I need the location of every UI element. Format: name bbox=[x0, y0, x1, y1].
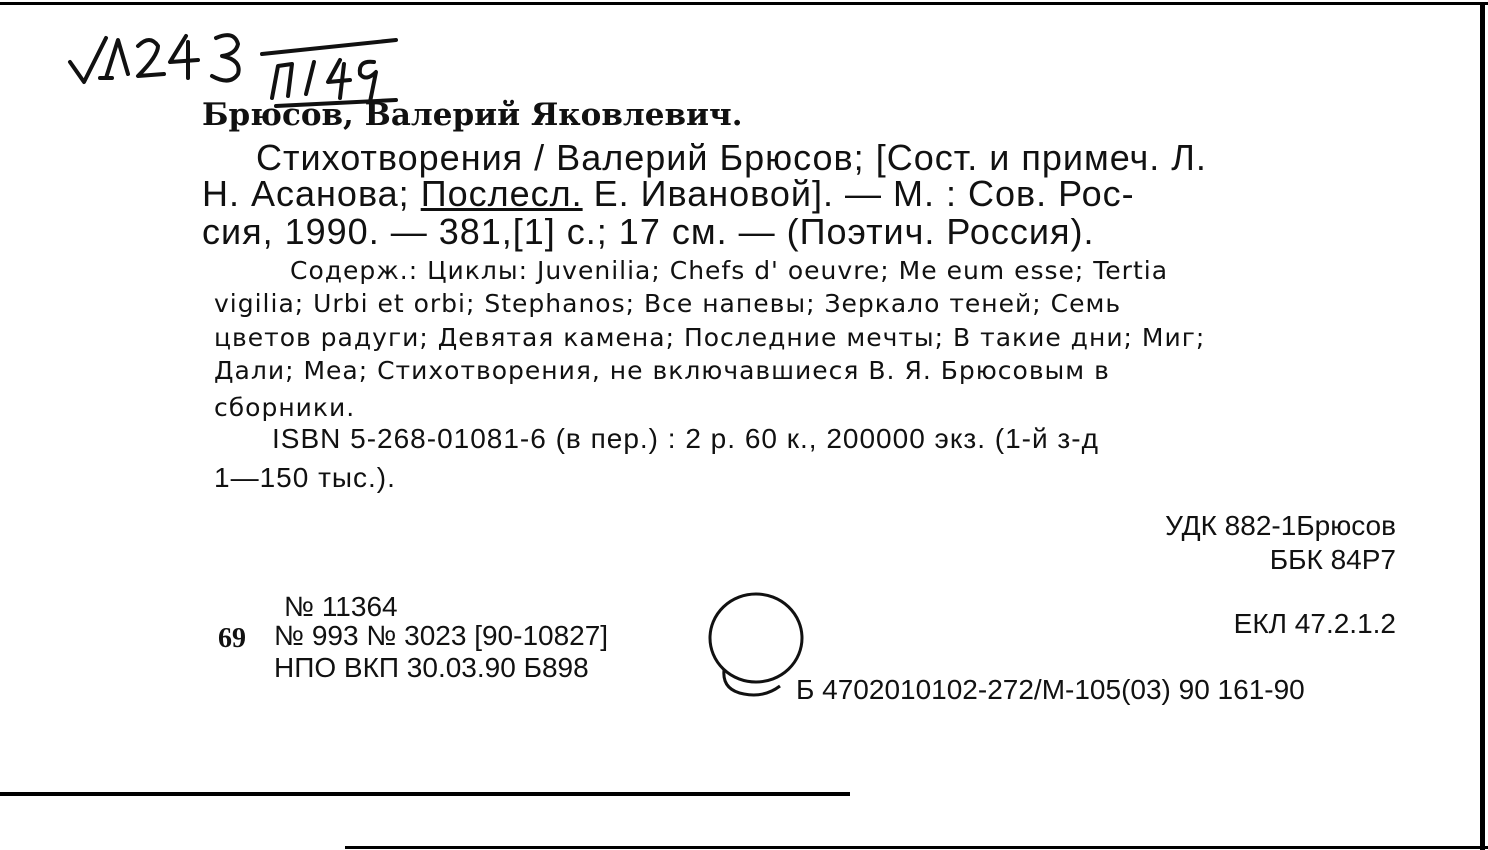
ekl-code: ЕКЛ 47.2.1.2 bbox=[1233, 608, 1396, 639]
isbn-line-2: 1—150 тыс.). bbox=[214, 462, 396, 493]
contents-line-3: цветов радуги; Девятая камена; Последние мечты; В такие дни; Миг; bbox=[214, 323, 1206, 352]
stamp-circle bbox=[704, 590, 804, 710]
price-group: 69 bbox=[218, 623, 246, 654]
publisher-code: Б 4702010102-272/М-105(03) 90 161-90 bbox=[796, 674, 1305, 705]
card-border-top bbox=[0, 2, 1488, 5]
afterword-underlined: Послесл. bbox=[420, 173, 583, 214]
contents-line-1: Содерж.: Циклы: Juvenilia; Chefs d' oeuvre; Me eum esse; Tertia bbox=[290, 256, 1169, 285]
card-border-bottom-lower bbox=[345, 846, 1488, 849]
title-line-1: Стихотворения / Валерий Брюсов; [Сост. и примеч. Л. bbox=[256, 137, 1207, 178]
isbn-line-1: ISBN 5-268-01081-6 (в пер.) : 2 р. 60 к., 200000 экз. (1-й з-д bbox=[272, 423, 1099, 454]
order-number: № 11364 bbox=[284, 591, 398, 622]
author-heading: Брюсов, Валерий Яковлевич. bbox=[202, 97, 743, 133]
title-line-2-end: Е. Ивановой]. — М. : Сов. Рос- bbox=[582, 173, 1135, 214]
printer-info: НПО ВКП 30.03.90 Б898 bbox=[274, 652, 589, 683]
contents-line-4: Дали; Mea; Стихотворения, не включавшиеся В. Я. Брюсовым в bbox=[214, 356, 1110, 385]
title-line-3: сия, 1990. — 381,[1] с.; 17 см. — (Поэтич. Россия). bbox=[202, 211, 1095, 252]
title-line-2 bbox=[202, 173, 1135, 214]
udk-code: УДК 882-1Брюсов bbox=[1165, 510, 1396, 541]
card-border-right bbox=[1480, 2, 1485, 850]
title-line-2-start: Н. Асанова; bbox=[202, 173, 421, 214]
card-border-bottom bbox=[0, 792, 850, 796]
contents-line-5: сборники. bbox=[214, 393, 356, 422]
contents-line-2: vigilia; Urbi et orbi; Stephanos; Все напевы; Зеркало теней; Семь bbox=[214, 289, 1122, 318]
print-numbers: № 993 № 3023 [90-10827] bbox=[274, 620, 609, 651]
bbk-code: ББК 84Р7 bbox=[1269, 544, 1396, 575]
